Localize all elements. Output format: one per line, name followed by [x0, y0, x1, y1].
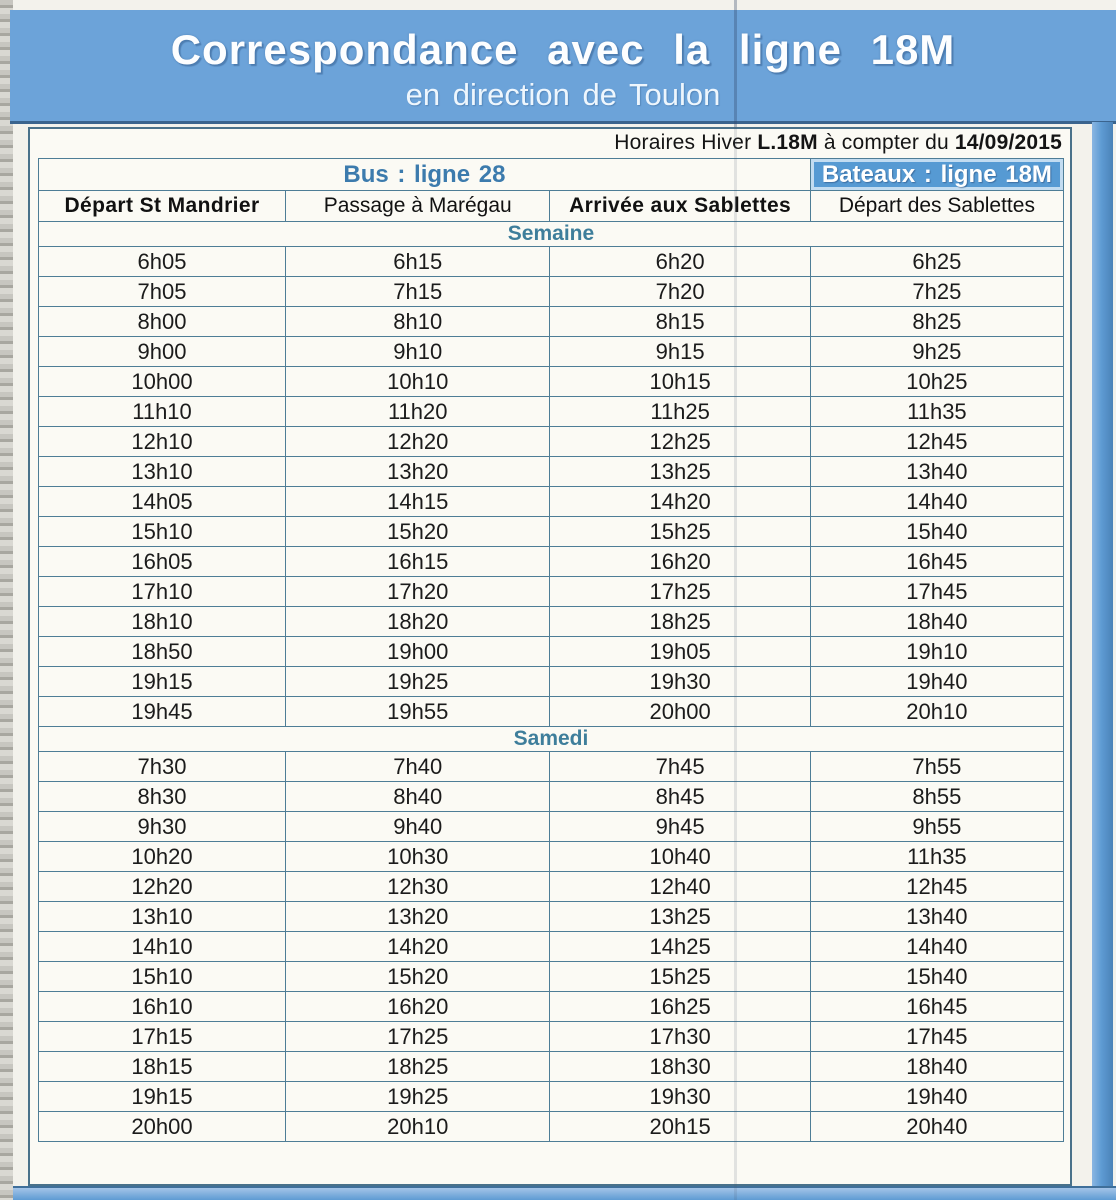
timetable-row	[39, 1112, 1064, 1142]
time-cell: 18h50	[39, 637, 286, 667]
timetable-row	[39, 457, 1064, 487]
time-cell: 7h25	[810, 277, 1063, 307]
time-cell: 19h15	[39, 667, 286, 697]
time-cell: 17h15	[39, 1022, 286, 1052]
time-cell: 19h30	[550, 1082, 810, 1112]
column-header-arrivee-sablettes: Arrivée aux Sablettes	[550, 191, 810, 222]
timetable-row	[39, 1022, 1064, 1052]
notice-middle: à compter du	[823, 131, 949, 154]
time-cell: 17h20	[286, 577, 550, 607]
time-cell: 10h30	[286, 842, 550, 872]
time-cell: 13h40	[810, 902, 1063, 932]
time-cell: 11h25	[550, 397, 810, 427]
time-cell: 20h40	[810, 1112, 1063, 1142]
time-cell: 11h10	[39, 397, 286, 427]
time-cell: 9h25	[810, 337, 1063, 367]
time-cell: 19h45	[39, 697, 286, 727]
timetable-row	[39, 812, 1064, 842]
time-cell: 17h25	[286, 1022, 550, 1052]
timetable-row	[39, 577, 1064, 607]
time-cell: 6h20	[550, 247, 810, 277]
column-header-depart-st-mandrier: Départ St Mandrier	[39, 191, 286, 222]
column-header-row	[39, 191, 1064, 222]
timetable-sheet	[28, 127, 1072, 1186]
time-cell: 19h00	[286, 637, 550, 667]
timetable-row	[39, 367, 1064, 397]
time-cell: 13h10	[39, 902, 286, 932]
timetable-row	[39, 932, 1064, 962]
time-cell: 12h20	[39, 872, 286, 902]
timetable-row	[39, 1082, 1064, 1112]
time-cell: 7h45	[550, 752, 810, 782]
time-cell: 14h10	[39, 932, 286, 962]
timetable-row	[39, 277, 1064, 307]
notice-date: 14/09/2015	[954, 131, 1062, 154]
section-row	[39, 727, 1064, 752]
time-cell: 18h25	[550, 607, 810, 637]
time-cell: 18h30	[550, 1052, 810, 1082]
boat-line-header: Bateaux : ligne 18M	[810, 159, 1063, 191]
time-cell: 18h25	[286, 1052, 550, 1082]
time-cell: 19h25	[286, 667, 550, 697]
time-cell: 12h25	[550, 427, 810, 457]
time-cell: 16h10	[39, 992, 286, 1022]
time-cell: 8h10	[286, 307, 550, 337]
timetable-row	[39, 872, 1064, 902]
time-cell: 18h40	[810, 1052, 1063, 1082]
time-cell: 14h05	[39, 487, 286, 517]
section-header: Samedi	[39, 727, 1064, 752]
timetable-row	[39, 1052, 1064, 1082]
time-cell: 20h15	[550, 1112, 810, 1142]
timetable-row	[39, 752, 1064, 782]
time-cell: 19h05	[550, 637, 810, 667]
time-cell: 11h20	[286, 397, 550, 427]
time-cell: 9h45	[550, 812, 810, 842]
time-cell: 9h40	[286, 812, 550, 842]
time-cell: 7h05	[39, 277, 286, 307]
time-cell: 7h40	[286, 752, 550, 782]
time-cell: 15h10	[39, 517, 286, 547]
title-banner	[10, 10, 1116, 124]
timetable-row	[39, 547, 1064, 577]
scan-edge-texture	[0, 0, 13, 1200]
time-cell: 13h20	[286, 457, 550, 487]
time-cell: 11h35	[810, 397, 1063, 427]
time-cell: 13h25	[550, 902, 810, 932]
time-cell: 19h10	[810, 637, 1063, 667]
time-cell: 14h20	[550, 487, 810, 517]
bus-line-header: Bus : ligne 28	[39, 159, 811, 191]
timetable-row	[39, 697, 1064, 727]
timetable-row	[39, 902, 1064, 932]
timetable-row	[39, 992, 1064, 1022]
time-cell: 11h35	[810, 842, 1063, 872]
time-cell: 7h15	[286, 277, 550, 307]
validity-notice	[614, 131, 1062, 155]
column-header-passage-maregau: Passage à Marégau	[286, 191, 550, 222]
time-cell: 19h55	[286, 697, 550, 727]
time-cell: 10h10	[286, 367, 550, 397]
time-cell: 12h45	[810, 427, 1063, 457]
time-cell: 10h00	[39, 367, 286, 397]
time-cell: 18h15	[39, 1052, 286, 1082]
time-cell: 9h15	[550, 337, 810, 367]
timetable-row	[39, 247, 1064, 277]
time-cell: 9h00	[39, 337, 286, 367]
time-cell: 8h40	[286, 782, 550, 812]
time-cell: 7h55	[810, 752, 1063, 782]
fold-crease-banner	[734, 0, 737, 127]
time-cell: 10h20	[39, 842, 286, 872]
time-cell: 18h20	[286, 607, 550, 637]
timetable-row	[39, 667, 1064, 697]
time-cell: 17h45	[810, 1022, 1063, 1052]
timetable-row	[39, 397, 1064, 427]
time-cell: 12h20	[286, 427, 550, 457]
page-subtitle: en direction de Toulon	[405, 77, 721, 112]
notice-line-code: L.18M	[757, 131, 818, 154]
time-cell: 14h40	[810, 932, 1063, 962]
time-cell: 8h25	[810, 307, 1063, 337]
timetable-row	[39, 307, 1064, 337]
time-cell: 15h40	[810, 962, 1063, 992]
time-cell: 12h30	[286, 872, 550, 902]
time-cell: 15h20	[286, 517, 550, 547]
time-cell: 16h05	[39, 547, 286, 577]
time-cell: 13h10	[39, 457, 286, 487]
time-cell: 14h40	[810, 487, 1063, 517]
time-cell: 9h55	[810, 812, 1063, 842]
timetable-row	[39, 962, 1064, 992]
column-header-depart-sablettes: Départ des Sablettes	[810, 191, 1063, 222]
time-cell: 8h15	[550, 307, 810, 337]
leaflet-edge-bottom	[13, 1186, 1116, 1200]
time-cell: 17h25	[550, 577, 810, 607]
time-cell: 12h10	[39, 427, 286, 457]
time-cell: 17h10	[39, 577, 286, 607]
time-cell: 17h30	[550, 1022, 810, 1052]
timetable-row	[39, 427, 1064, 457]
time-cell: 10h40	[550, 842, 810, 872]
time-cell: 16h25	[550, 992, 810, 1022]
time-cell: 8h45	[550, 782, 810, 812]
time-cell: 20h10	[286, 1112, 550, 1142]
time-cell: 20h00	[550, 697, 810, 727]
timetable-row	[39, 517, 1064, 547]
section-header: Semaine	[39, 222, 1064, 247]
timetable	[38, 158, 1064, 1142]
time-cell: 13h25	[550, 457, 810, 487]
leaflet-edge-right	[1092, 122, 1113, 1200]
time-cell: 8h55	[810, 782, 1063, 812]
time-cell: 15h10	[39, 962, 286, 992]
time-cell: 6h25	[810, 247, 1063, 277]
time-cell: 10h25	[810, 367, 1063, 397]
time-cell: 16h45	[810, 992, 1063, 1022]
time-cell: 7h20	[550, 277, 810, 307]
line-group-header-row	[39, 159, 1064, 191]
notice-prefix: Horaires Hiver	[614, 131, 752, 154]
time-cell: 13h20	[286, 902, 550, 932]
time-cell: 6h05	[39, 247, 286, 277]
section-row	[39, 222, 1064, 247]
time-cell: 9h30	[39, 812, 286, 842]
time-cell: 20h10	[810, 697, 1063, 727]
time-cell: 16h15	[286, 547, 550, 577]
time-cell: 18h40	[810, 607, 1063, 637]
time-cell: 7h30	[39, 752, 286, 782]
page-title: Correspondance avec la ligne 18M	[170, 26, 956, 73]
fold-crease	[734, 0, 737, 1200]
time-cell: 12h45	[810, 872, 1063, 902]
time-cell: 12h40	[550, 872, 810, 902]
time-cell: 10h15	[550, 367, 810, 397]
time-cell: 19h25	[286, 1082, 550, 1112]
timetable-row	[39, 782, 1064, 812]
timetable-row	[39, 637, 1064, 667]
time-cell: 14h25	[550, 932, 810, 962]
time-cell: 20h00	[39, 1112, 286, 1142]
time-cell: 8h00	[39, 307, 286, 337]
time-cell: 14h20	[286, 932, 550, 962]
time-cell: 19h40	[810, 667, 1063, 697]
timetable-row	[39, 842, 1064, 872]
time-cell: 19h15	[39, 1082, 286, 1112]
time-cell: 15h25	[550, 962, 810, 992]
time-cell: 15h20	[286, 962, 550, 992]
time-cell: 18h10	[39, 607, 286, 637]
time-cell: 6h15	[286, 247, 550, 277]
time-cell: 17h45	[810, 577, 1063, 607]
time-cell: 16h45	[810, 547, 1063, 577]
time-cell: 8h30	[39, 782, 286, 812]
time-cell: 19h30	[550, 667, 810, 697]
timetable-row	[39, 487, 1064, 517]
time-cell: 15h25	[550, 517, 810, 547]
timetable-row	[39, 337, 1064, 367]
time-cell: 9h10	[286, 337, 550, 367]
time-cell: 14h15	[286, 487, 550, 517]
time-cell: 15h40	[810, 517, 1063, 547]
time-cell: 16h20	[550, 547, 810, 577]
time-cell: 13h40	[810, 457, 1063, 487]
time-cell: 19h40	[810, 1082, 1063, 1112]
time-cell: 16h20	[286, 992, 550, 1022]
timetable-row	[39, 607, 1064, 637]
